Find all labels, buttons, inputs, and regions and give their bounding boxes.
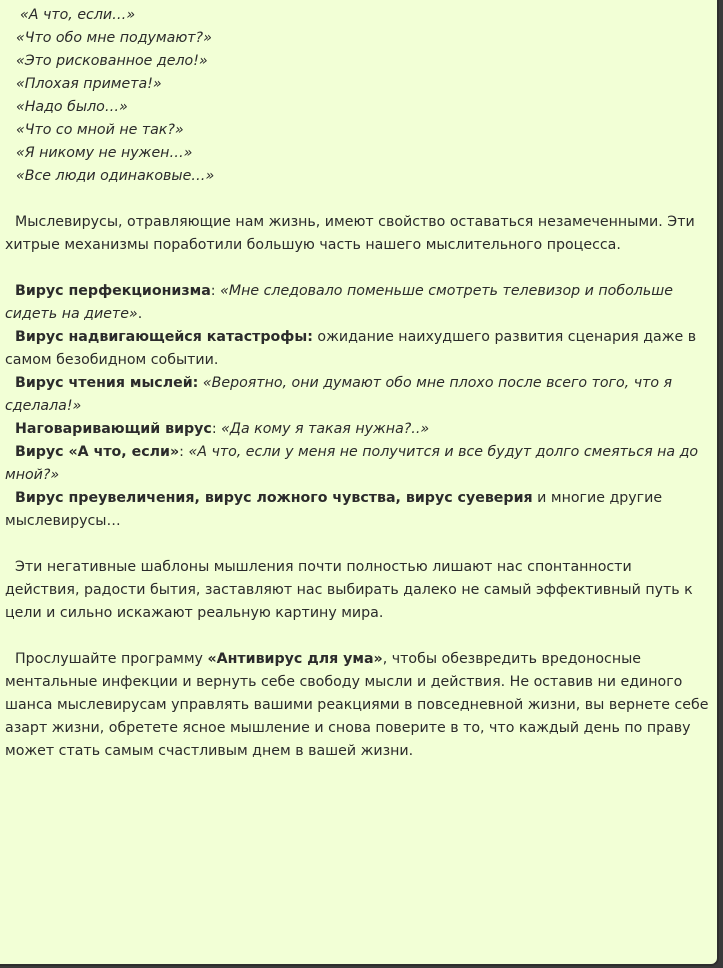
virus-text: «Мне следовало поменьше смотреть телевизор и побольше сидеть на диете» [5,283,673,322]
quote-item: «Плохая примета!» [16,76,162,92]
quote-item: «Надо было…» [16,99,128,115]
negative-paragraph: Эти негативные шаблоны мышления почти полностью лишают нас спонтанности действия, радости бытия, заставляют нас выбирать далеко не самый эффективный путь к цели и сильно искажают реальную картину мира. [5,559,693,621]
quote-item: «А что, если…» [20,7,136,23]
virus-text: «А что, если у меня не получится и все будут долго смеяться на до мной?» [5,444,699,483]
virus-name: Вирус чтения мыслей: [15,375,199,391]
quote-item: «Это рискованное дело!» [16,53,208,69]
virus-item-last [5,487,709,533]
virus-item: Наговаривающий вирус: «Да кому я такая нужна?..» [15,421,430,437]
intro-paragraph: Мыслевирусы, отравляющие нам жизнь, имеют свойство оставаться незамеченными. Эти хитрые механизмы поработили большую часть нашего мыслительного процесса. [5,214,695,253]
virus-name: Вирус перфекционизма [15,283,211,299]
virus-item [5,372,709,418]
quote-item: «Все люди одинаковые…» [16,168,215,184]
quote-list [5,4,709,188]
virus-item: Вирус «А что, если»: «А что, если у меня не получится и все будут долго смеяться на до мной?» [5,444,699,483]
quote-item: «Я никому не нужен…» [16,145,193,161]
virus-text: «Вероятно, они думают обо мне плохо после всего того, что я сделала!» [5,375,673,414]
virus-name: Вирус «А что, если» [15,444,180,460]
virus-rest: и многие другие мыслевирусы… [5,490,663,529]
virus-item: Вирус перфекционизма: «Мне следовало поменьше смотреть телевизор и побольше сидеть на диете». [5,283,673,322]
program-name: «Антивирус для ума» [207,651,383,667]
virus-names: Вирус преувеличения, вирус ложного чувства, вирус суеверия [15,490,533,506]
final-paragraph: Прослушайте программу «Антивирус для ума», чтобы обезвредить вредоносные ментальные инфекции и вернуть себе свободу мысли и действия. Не оставив ни единого шанса мыслевирусам управлять вашими реакциями в повседневной жизни, вы вернете себе азарт жизни, обретете ясное мышление и снова поверите в то, что каждый день по праву может стать самым счастливым днем в вашей жизни. [5,651,709,759]
virus-name: Вирус надвигающейся катастрофы: [15,329,313,345]
quote-item: «Что со мной не так?» [16,122,184,138]
virus-list [5,280,709,533]
virus-item [5,326,709,372]
virus-name: Наговаривающий вирус [15,421,212,437]
virus-text: «Да кому я такая нужна?..» [221,421,430,437]
virus-text: ожидание наихудшего развития сценария даже в самом безобидном событии. [5,329,697,368]
quote-item: «Что обо мне подумают?» [16,30,212,46]
